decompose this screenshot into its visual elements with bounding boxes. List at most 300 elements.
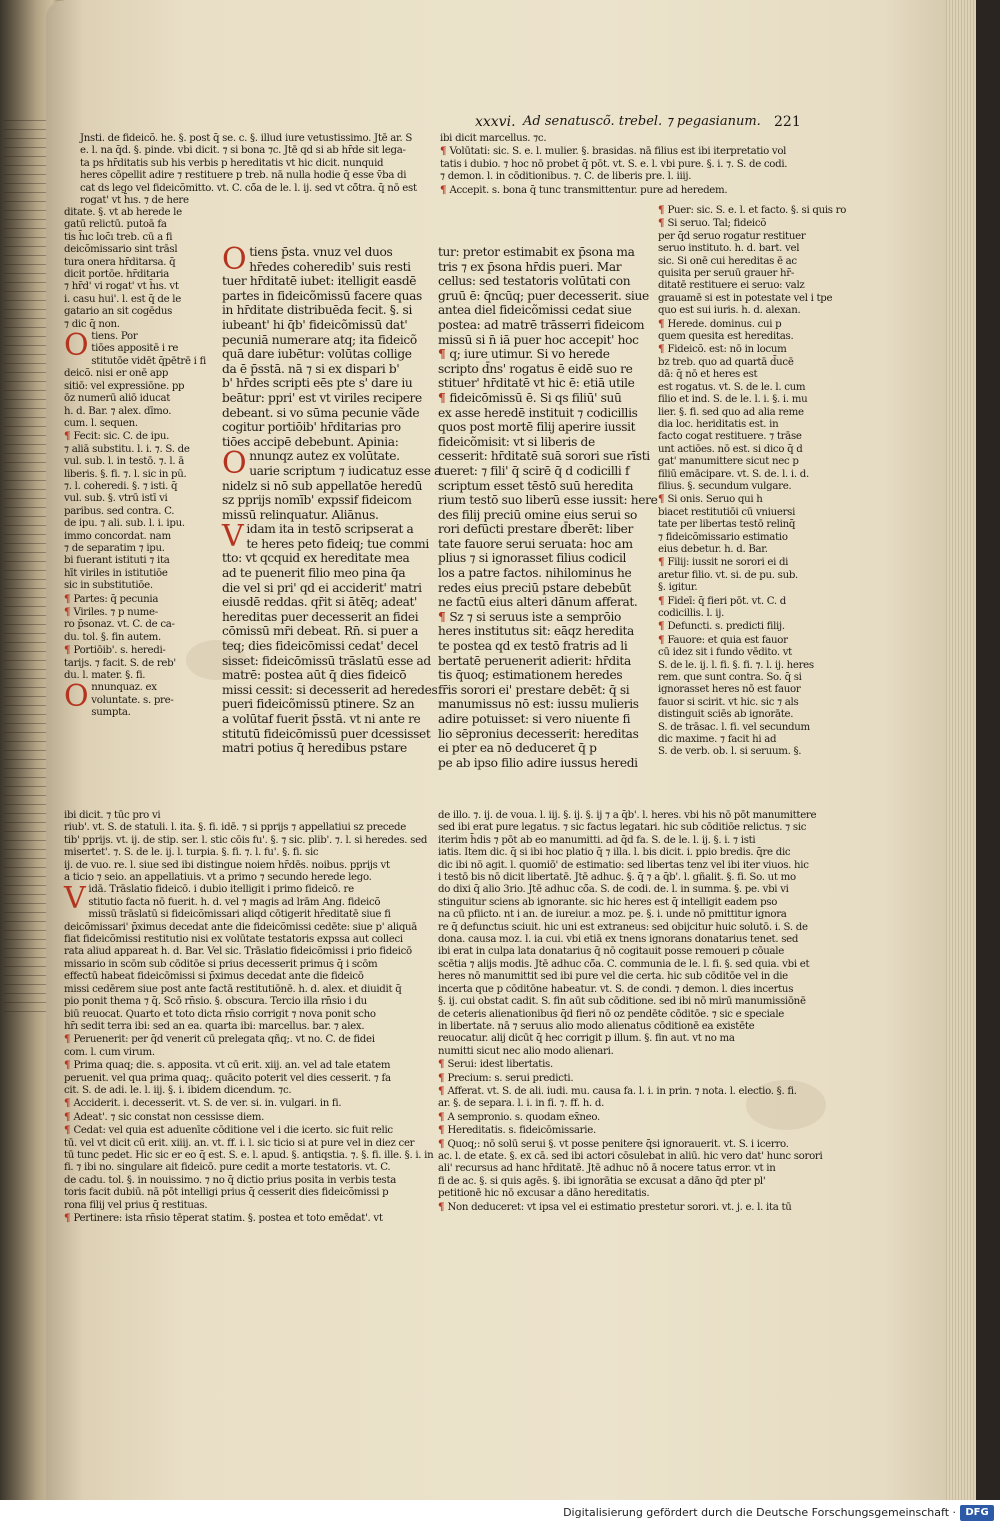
text-line: incerta que p cōditōne habeatur. vt. S. de condi. ⁊ demon. l. dies incertus [438,983,794,995]
text-line: cū idez sit i fundo vēdito. vt [658,647,792,659]
text-line: dā: q̄ nō et heres est [658,369,758,381]
text-line [64,606,214,619]
text-line: quisita per seruū grauer hr̄- [658,268,795,280]
text-line: na cū pfiicto. nt i an. de iureiur. a moz. pe. §. i. unde nō pmittitur ignora [438,909,787,921]
line-text: Cedat: vel quia est aduenīte cōditione vel i die icerto. sic fuit relic [73,1125,393,1137]
paragraph-mark-icon: ¶ [438,1110,448,1123]
text-line: teq; dies fideicōmissi cedat' decel [222,639,419,654]
paragraph-mark-icon: ¶ [438,347,450,362]
text-line: §. ij. cui obstat cadit. S. fin aūt sub cōditione. sed ibi nō mirū manumissiōnē [438,996,806,1008]
red-initial-letter: V [222,519,244,555]
paragraph-mark-icon: ¶ [64,592,74,605]
text-line: pueri fideicõmissū ptinere. Sz an [222,697,415,712]
paragraph-mark-icon: ¶ [438,1084,448,1097]
text-line: cōmissū mr̄i debeat. Rn̄. si puer a [222,624,419,639]
line-text: Puer: sic. S. e. l. et facto. §. si quis ro [667,205,847,216]
text-line [64,1212,434,1225]
line-text: Fecit: sic. C. de ipu. [73,431,170,443]
text-line: e. l. na q̄d. §. pinde. vbi dicit. ⁊ si bona ⁊c. Jtē qd si ab hr̄de sit lega- [80,145,406,157]
paragraph-mark-icon: ¶ [64,1059,74,1072]
paragraph-mark-icon: ¶ [440,183,450,196]
top-gloss-block [80,133,425,207]
line-text: Herede. dominus. cui p [667,318,782,330]
line-text: Acciderit. i. decesserit. vt. S. de ver. si. in. vulgari. in fi. [73,1098,342,1110]
line-text: Quoq;: nō solū serui §. vt posse penitere q̄si ignorauerit. vt. S. i icerro. [447,1138,789,1150]
line-text: Peruenerit: per q̄d venerit cū prelegata qñq;. vt no. C. de fidei [73,1034,375,1046]
text-line: de illo. ⁊. ij. de voua. l. iij. §. ij. §. ij ⁊ a q̄b'. l. heres. vbi his nō pōt manumittere [438,810,817,821]
text-line: tiōes accipē debebunt. Apinia: [222,434,399,449]
text-line: pe ab ipso filio adire iussus heredi [438,755,638,770]
text-line [658,634,823,647]
text-line: ij. de vuo. re. l. siue sed ibi distingue noiem hr̄dēs. noibus. pprijs vt [64,859,390,871]
line-text: tiens p̄sta. vnuz vel duos [249,245,393,259]
line-text: nnunqz autez ex volūtate. [249,449,400,464]
text-line: missi cedērem siue post ante factā restitutiōnē. h. d. alex. et diuidit q̄ [64,983,402,995]
text-line: cit. S. de adi. le. l. iij. §. i. ibidem dicendum. ⁊c. [64,1084,292,1096]
text-line: eius debetur. h. d. Bar. [658,543,768,555]
text-line: hr̄edes coheredib' suis resti [249,259,411,274]
text-line: stituer' hr̄ditatē vt hic ē: etiā utile [438,376,635,391]
text-line: vul. sub. §. vtrū istī vi [64,493,168,505]
text-line [658,556,823,569]
text-line: stinguitur sciens ab ignorante. sic hic heres est q̄ intelligit eadem pso [438,896,778,908]
text-line: du. tol. §. fin autem. [64,631,161,643]
line-text: idam ita in testō scripserat a [246,522,414,537]
text-line: dic ibi nō agit. l. quomiō' de estimatio: sed libertas tenz vel ibi iter viuos. hic [438,859,809,871]
text-line: quā dare iubētur: volūtas collige [222,347,412,362]
line-text: nnunquaz. ex [91,682,157,694]
text-line: missario in scōm sub cōditōe si prius decesserit primus q̄ i scōm [64,958,378,970]
text-line [64,1059,434,1072]
line-text: Fideī: q̄ fieri pōt. vt. C. d [667,595,787,607]
text-line: facto cogat restituere. ⁊ trāse [658,431,802,443]
dfg-logo: DFG [960,1505,994,1521]
page-fore-edge [946,0,976,1527]
text-line [438,1072,823,1085]
text-line: tatis i dubio. ⁊ hoc nō probet q̄ pōt. vt. S. e. l. vbi pure. §. i. ⁊. S. de codi. [440,158,788,170]
text-line: in libertate. nā ⁊ seruus alio modo alienatus cōditionē ea existēte [438,1020,755,1032]
text-line [438,1111,823,1124]
bottom-gloss-right-column [438,810,823,1214]
text-line: fauor si scirit. vt hic. sic ⁊ als [658,696,799,708]
text-line: debeant. si vo sūma pecunie vãde [222,405,420,420]
text-line [64,593,214,606]
text-line [658,204,847,217]
line-text: A sempronio. s. quodam ex̄neo. [447,1111,600,1123]
text-line: rogat' vt h̄ıs. ⁊ de here [80,195,189,207]
text-line: vul. sub. l. in testō. ⁊. l. ā [64,456,185,468]
text-line: reuocatur. alij dicūt q̄ hec corrigit p illum. §. fin aut. vt no ma [438,1033,735,1045]
text-line: ⁊ hr̄d' vi rogat' vt h̄ıs. vt [64,281,179,293]
text-line: distinguit sciēs ab ignorāte. [658,709,794,721]
text-line: dia loc. heriditatis est. in [658,418,779,430]
text-line: missū relinquatur. Aliānus. [222,507,379,522]
text-line [438,1138,823,1151]
paragraph-mark-icon: ¶ [658,620,668,633]
paragraph-mark-icon: ¶ [64,1097,74,1110]
main-text-column-1 [222,242,441,756]
text-line: biacet restitutiōi cū vniuersi [658,506,796,518]
text-line: plius ⁊ si ignorasset filius codicil [438,551,627,566]
text-line: tiōes appositē i re [91,343,179,355]
paragraph-mark-icon: ¶ [440,145,450,158]
paragraph-mark-icon: ¶ [658,633,668,646]
red-initial-letter: O [64,328,89,364]
text-line: §. igitur. [658,582,698,594]
text-line: ōz numerū aliō iducat [64,393,171,405]
text-line: quos post mortē filij aperire iussit [438,420,636,435]
text-line: ro p̄sonaz. vt. C. de ca- [64,619,175,631]
text-line [440,184,825,197]
text-line: scētia ⁊ alijs modis. Jtē adhuc cō̄a. C. communia de le. l. fi. §. sed quia. vbi et [438,958,810,970]
text-line: re q̄ defunctus sciuit. hic uni est extraneus: sed obijcitur huic solutō. i. S. de [438,921,808,933]
top-right-gloss-block [440,133,825,197]
text-line: ⁊ de separatim ⁊ ipu. [64,542,165,554]
text-line: S. de trāsac. l. fi. vel secundum [658,721,810,733]
line-text: Accepit. s. bona q̄ tunc transmittentur. pure ad heredem. [449,184,728,196]
text-line: cellus: sed testatoris volūtati con [438,274,631,289]
text-line: ditate. §. vt ab herede le [64,207,182,218]
main-text-column-2 [438,245,658,770]
line-text: Adeat'. ⁊ sic constat non cessisse diem. [73,1111,265,1123]
text-line: Jnsti. de fideicõ. he. §. post q̄ se. c. §. illud iure vetustissimo. Jtē ar. S [80,133,413,144]
text-line: ibi erat in culpa lata donatarius q̄ nō cogitauit posse remoueri p cōuale [438,946,784,958]
text-line [658,318,823,331]
text-line: hereditas puer decesserit an fidei [222,609,419,624]
text-line: pio ponit thema ⁊ q̄. Scō rn̄sio. §. obscura. Tercio illa rn̄sio i du [64,996,367,1008]
text-line: dicit portōe. hr̄ditaria [64,269,170,281]
text-line: deicõmissario sint trāsl [64,244,178,256]
text-line: de ceteris alienationibus q̄d fieri nō oz pendēte cōditōe. ⁊ sic e speciale [438,1008,785,1020]
text-line: gatario an sit cogēdus [64,306,173,318]
paragraph-mark-icon: ¶ [658,556,668,569]
text-line: dic maxime. ⁊ facit hi ad [658,734,777,746]
text-line: eiusdē reddas. qr̄it si ātēq; adeat' [222,595,418,610]
text-line: scriptum esset tēstō suū heredita [438,478,634,493]
line-text: Filij: iussit ne sorori ei di [667,557,789,569]
line-text: idā. Trāslatio fideicō. i dubio itelligit i primo fideicō. re [88,884,354,896]
text-line: liberis. §. fi. ⁊. l. sic in pū. [64,468,187,480]
text-line [438,391,652,406]
text-line: manumissus nō est: iussu mulieris [438,697,639,712]
text-line: ⁊ dic q̄ non. [64,318,120,330]
text-line: immo concordat. nam [64,530,171,542]
text-line: fr̄is sorori ei' prestare debēt: q̄ si [438,682,630,697]
right-gloss-column [658,204,847,759]
line-text: q; iure utimur. Si vo herede [449,347,610,362]
text-line: nidelz si nō sub appellatōe heredū [222,478,423,493]
line-text: Serui: idest libertatis. [447,1059,553,1071]
text-line: tate per libertas testō relinq̄ [658,519,796,531]
text-line: grauamē si est in potestate vel i tpe [658,292,833,304]
text-line: adire potuisset: si vero niuente fi [438,712,631,726]
text-line: pecuniā numerare atq; ita fideicõ [222,332,417,347]
text-line: uarie scriptum ⁊ iudicatuz esse a [249,463,441,478]
text-line: heres cōpellit adire ⁊ restituere p treb. nā nulla hodie q̄ esse v̄ba di [80,170,407,182]
text-line [440,145,825,158]
text-line: i. casu hui'. l. est q̄ de le [64,293,181,305]
text-line: bi fuerant istituti ⁊ ita [64,555,170,567]
text-line: beātur: ppri' est vt viriles recipere [222,390,422,405]
line-text: Hereditatis. s. fideicōmissarie. [447,1125,596,1137]
text-line: ditatē restituere ei seruo: valz [658,280,805,292]
text-line: missū trāslatū si fideicõmissari aliqd cōtigerit hr̄editatē siue fi [88,909,391,921]
text-line: iatis. Item dic. q̄ si ibi hoc platio q̄ ⁊ illa. l. bis dicit. i. ppio bredis. q̄re dic [438,847,791,859]
text-line: h. d. Bar. ⁊ alex. dīmo. [64,405,172,417]
text-line: redes eius preciū pstare debebūt [438,580,632,595]
text-line [438,610,652,625]
text-line: cat ds lego vel fideicõmitto. vt. C. cō̄a de le. l. ij. sed vt cō̄tra. q̄ nō est [80,182,417,194]
text-line: sumpta. [91,707,131,719]
paragraph-mark-icon: ¶ [438,1124,448,1137]
text-line: gat' manumittere sicut nec p [658,456,799,468]
text-line: scripto d̄ns' rogatus ē eidē suo re [438,361,633,376]
text-line: a ticio ⁊ seio. an appellatiuis. vt a primo ⁊ secundo herede lego. [64,872,372,884]
line-text: Volūtati: sic. S. e. l. mulier. §. brasidas. nā filius est ibi iterpretatio vol [449,146,787,158]
paragraph-mark-icon: ¶ [438,1137,448,1150]
text-line [64,1097,434,1110]
left-gloss-column [64,207,214,720]
red-initial-letter: O [222,242,247,277]
paragraph-mark-icon: ¶ [438,1071,448,1084]
text-line [438,1058,823,1071]
line-text: Fideicõ. est: nō in locum [667,344,787,356]
text-line: ⁊ aliā substitu. l. i. ⁊. S. de [64,443,190,455]
paragraph-mark-icon: ¶ [438,609,450,624]
paragraph-mark-icon: ¶ [64,430,74,443]
text-line: tis h̄ıc loc̄ı treb. cū a fi [64,231,173,243]
text-line: quem quesita est hereditas. [658,331,794,343]
text-line: lio sēpronius decesserit: hereditas [438,726,639,741]
text-line: rata aliud appareat h. d. Bar. Vel sic. Trāslatio fideicõmissi i prio fideicō [64,946,412,958]
text-line: ex asse heredē instituit ⁊ codicillis [438,405,638,420]
text-line: tū. vel vt dicit cū erit. xiiij. an. vt. ff. i. l. sic ticio si at pure vel in diez cer [64,1137,415,1149]
paragraph-mark-icon: ¶ [64,606,74,618]
paragraph-mark-icon: ¶ [658,594,668,607]
text-line: ⁊ fideicõmissario estimatio [658,531,788,543]
text-line: fi. ⁊ ibi no. singulare ait fideicō. pure cedit a morte testatoris. vt. C. [64,1162,391,1174]
text-line: do dixi q̄ alio 3rio. Jtē adhuc cō̄a. S. de codi. de. l. in summa. §. pe. vbi vi [438,884,789,896]
text-line: sic. Si onē cui hereditas ē ac [658,255,797,267]
line-text: Non deduceret: vt ipsa vel ei estimatio prestetur sorori. vt. j. e. l. ita tū [447,1201,792,1213]
text-line [438,1201,823,1214]
text-line [658,493,823,506]
bottom-gloss-left-column [64,810,434,1225]
text-line: iubeant' hi q̄b' fideicõmissū dat' [222,317,408,332]
text-line: ne factū eius alteri dānum afferat. [438,595,638,610]
text-line [658,343,823,356]
text-line: peruenit. vel qua prima quaq;. quācito poterit vel dies cesserit. ⁊ fa [64,1072,391,1084]
text-line: misertet'. ⁊. S. de le. ij. l. turpia. §. fi. ⁊. l. fu'. §. fi. sic [64,847,319,859]
text-line: ei pter ea nō deduceret q̄ p [438,741,597,756]
text-line: hīt viriles in istitutiōe [64,567,168,579]
folio-number: 221 [774,114,801,130]
text-line: fideicõmisit: vt si liberis de [438,434,595,449]
text-line: ta ps hr̄ditatis sub his verbis p hereditatis vt hic dicit. nunquid [80,157,384,169]
line-text: fideicōmissū ē. Si qs filiū' suū [449,390,622,405]
text-line: missi cessit: si decesserit ad heredes [222,682,438,697]
text-line: die vel si pri' qd ei acciderit' matri [222,580,422,595]
text-line [64,1111,434,1124]
text-line: los a patre factos. nihilominus he [438,566,632,581]
text-line: ar. §. de separa. l. i. in fi. ⁊. ff. h. d. [438,1098,605,1110]
line-text: Portiōib'. s. heredi- [73,645,166,657]
text-line: sic in substitutiōe. [64,580,153,592]
text-line: a volūtaf fuerit p̄sstā. vt ni ante re [222,712,421,726]
text-line: rium testō suo liberū esse iussit: here [438,493,658,508]
line-text: Si onis. Seruo qui h [667,494,763,506]
text-line [658,620,823,633]
text-line: unt actiōes. nō est. si dico q̄ d [658,443,803,455]
text-line [658,595,823,608]
text-line: toris facit dubiū. nā pōt intelligi prius q̄ cesserit dies fideicõmissi p [64,1187,389,1199]
line-text: Si seruo. Tal; fideicõ [667,218,767,230]
text-line [64,430,214,443]
text-line: hr̄ı sedit terra ibi: sed an ea. quarta ibi: marcellus. bar. ⁊ alex. [64,1020,365,1032]
text-line: tib' pprijs. vt. ij. de stip. ser. l. stic cōis fu'. §. ⁊ sic. plib'. ⁊. l. si heredes. sed [64,834,428,846]
text-line: te postea qd ex testō fratris ad li [438,639,628,654]
text-line: sz pprijs nomīb' expssif fideicom [222,493,412,508]
text-line: com. l. cum virum. [64,1046,155,1058]
text-line: est rogatus. vt. S. de le. l. cum [658,381,806,393]
text-line: gruū ē: q̄ncūq; puer decesserit. siue [438,288,649,303]
text-line: fi de ac. §. si quis agēs. §. ibi ignorātia se excusat a dāno q̄d pter pl' [438,1175,766,1187]
text-line: dona. causa moz. l. ia cui. vbi etiā ex tnens ignorans donatarius tenet. sed [438,934,799,946]
text-line: da ē p̄sstā. nā ⁊ si ex dispari b' [222,361,400,376]
text-line: sitiō: vel expressiōne. pp [64,380,185,392]
text-line: missū si n̄ iā puer hoc accepit' hoc [438,332,639,347]
paragraph-mark-icon: ¶ [64,1033,74,1046]
text-line: matri potius q̄ heredibus pstare [222,741,407,756]
paragraph-mark-icon: ¶ [658,493,668,506]
text-line: codicillis. l. ij. [658,608,725,619]
paragraph-mark-icon: ¶ [64,644,74,657]
text-line: stitutōe vidēt q̄pētrē i fi [91,355,206,367]
text-line: deicõmissari' p̄ximus decedat ante die fideicõmissi cedēte: siue p' aliquā [64,921,418,933]
text-line: ignorasset heres nō est fauor [658,684,801,696]
paragraph-mark-icon: ¶ [658,217,668,230]
text-line [64,1124,434,1137]
text-line [64,1033,434,1046]
text-line: filio et ind. S. de le. l. i. §. i. mu [658,394,808,406]
text-line: cesserit: hr̄ditatē suā sorori sue rīsti [438,449,650,464]
text-line: matrē: postea aūt q̄ dies fideicō [222,668,407,683]
red-initial-letter: O [64,679,89,715]
line-text: Pertinere: ista rn̄sio tēperat statim. §. postea et toto emēdat'. vt [73,1213,383,1224]
signature-mark: xxxvi. [475,114,516,130]
text-line: du. l. mater. §. fi. [64,670,146,682]
line-text: Prima quaq; die. s. apposita. vt cū erit. xiij. an. vel ad tale etatem [73,1060,391,1072]
text-line: tate fauore serui seruata: hoc am [438,536,633,551]
text-line: b' hr̄des scripti eēs pte s' dare iu [222,376,413,391]
text-line [438,1085,823,1098]
funding-notice: Digitalisierung gefördert durch die Deutsche Forschungsgemeinschaft · [563,1506,956,1519]
text-line: per q̄d seruo rogatur restituer [658,230,806,242]
text-line: tarijs. ⁊ facit. S. de reb' [64,657,176,669]
text-line [658,217,823,230]
text-line: i testō bis nō dicit libertatē. Jtē adhuc. §. q̄ ⁊ a q̄b'. l. gñalit. §. fi. So. ut mo [438,872,796,884]
text-line: aretur filio. vt. si. de pu. sub. [658,569,798,581]
text-line: tueret: ⁊ fili' q̄ scirē q̄ d codicilli f [438,463,630,478]
text-line: rem. que sunt contra. So. q̄ si [658,672,802,684]
text-line: paribus. sed contra. C. [64,505,175,517]
paragraph-mark-icon: ¶ [658,343,668,356]
paragraph-mark-icon: ¶ [438,390,450,405]
line-text: Partes: q̄ pecunia [73,593,159,605]
text-line: quo est sui iuris. h. d. alexan. [658,305,801,317]
text-line [438,1124,823,1137]
text-line: filiū emācipare. vt. S. de. l. i. d. [658,468,809,480]
red-initial-letter: O [222,446,247,482]
paragraph-mark-icon: ¶ [658,204,668,216]
text-line: ⁊. l. coheredi. §. ⁊ isti. q̄ [64,480,178,492]
running-title: Ad senatuscõ. trebel. ⁊ pegasianum. [523,114,761,129]
text-line: tū tunc pedet. Hic sic er eo q̄ est. S. e. l. apud. §. antiqstia. ⁊. §. fi. ille. §. i. in [64,1149,434,1161]
text-line: ⁊ demon. l. in cōditionibus. ⁊. C. de liberis pre. l. iiij. [440,171,692,183]
text-line: numitti sicut nec alio modo alienari. [438,1045,614,1057]
text-line: tuer hr̄ditatē iubet: itelligit easdē [222,274,417,289]
red-initial-letter: V [64,881,86,917]
paragraph-mark-icon: ¶ [438,1200,448,1213]
text-line: te heres peto fideiq; tue commi [246,536,429,551]
text-line: postea: ad matrē trāsserri fideicom [438,317,645,332]
text-line: tto: vt qcquid ex hereditate mea [222,551,410,566]
paragraph-mark-icon: ¶ [64,1124,74,1137]
text-line: iterim h̄dis ⁊ pōt ab eo manumitti. ad q̄d fa. S. de le. l. ij. §. i. ⁊ isti [438,834,756,846]
text-line: de ipu. ⁊ ali. sub. l. i. ipu. [64,518,185,530]
text-line: lier. §. fi. sed quo ad alia reme [658,406,804,418]
line-text: Afferat. vt. S. de ali. iudi. mu. causa fa. l. i. in prin. ⁊ nota. l. electio. §. fi. [447,1085,797,1097]
text-line: in hr̄ditate distribuēda fecit. §. si [222,303,413,318]
text-line: heres nō manumittit sed ibi pure vel die certa. hic sub cōditōe vel in die [438,971,788,983]
footer-bar [0,1500,1000,1527]
text-line: sisset: fideicōmissū trāslatū esse ad [222,653,431,668]
text-line: sed ibi erat pure legatus. ⁊ sic factus legatari. hic sub cōditiōe relictus. ⁊ sic [438,822,807,834]
text-line: antea diel fideicõmissi cedat siue [438,303,632,318]
text-line: voluntate. s. pre- [91,694,174,706]
line-text: Defuncti. s. predicti filij. [667,621,785,633]
paragraph-mark-icon: ¶ [658,317,668,330]
text-line: stitutio facta nō fuerit. h. d. vel ⁊ magis ad lrām Ang. fideicõ [88,896,381,908]
text-line: petitionē hic nō excusar a dāno hereditatis. [438,1188,650,1200]
text-line: tris ⁊ ex p̄sona hr̄dis pueri. Mar [438,259,622,274]
text-line: biū reuocat. Quarto et toto dicta rn̄sio corrigit ⁊ nova ponit scho [64,1008,376,1020]
line-text: Fauore: et quia est fauor [667,634,788,646]
text-line: heres institutus sit: eāqz heredita [438,624,634,639]
paragraph-mark-icon: ¶ [64,1212,74,1224]
line-text: tiens. Por [91,331,138,343]
text-line: S. de le. ij. l. fi. §. fi. ⁊. l. ij. heres [658,659,814,671]
text-line: riub'. vt. S. de statuli. l. ita. §. fi. idē. ⁊ si pprijs ⁊ appellatiui sz precede [64,822,406,834]
text-line: S. de verb. ob. l. si seruum. §. [658,746,802,758]
text-line [64,644,214,657]
line-text: Sz ⁊ si seruus iste a semprōio [449,609,622,624]
text-line: seruo instituto. h. d. bart. vel [658,243,800,255]
text-line: ac. l. de etate. §. ex cā. sed ibi actori cōsulebat in aliū. hic vero dat' hunc sorori [438,1150,823,1162]
text-line [438,347,652,362]
paragraph-mark-icon: ¶ [64,1110,74,1123]
paragraph-mark-icon: ¶ [438,1058,448,1071]
text-line: ibi dicit marcellus. ⁊c. [440,133,547,144]
text-line: partes in fideicõmissū facere quas [222,288,422,303]
text-line: bz treb. quo ad quartā d̄ucē [658,356,794,368]
text-line: stitutū fideicōmissū puer dcessisset [222,726,431,741]
text-line: deicõ. nisi er onē app [64,368,169,380]
text-line: tur: pretor estimabit ex p̄sona ma [438,245,635,259]
text-line: de cadu. tol. §. in nouissimo. ⁊ no q̄ dictio prius posita in verbis testa [64,1174,397,1186]
text-line: bertatē peruenerit adierit: hr̄dita [438,653,631,668]
text-line: ibi dicit. ⁊ tūc pro vi [64,810,161,821]
